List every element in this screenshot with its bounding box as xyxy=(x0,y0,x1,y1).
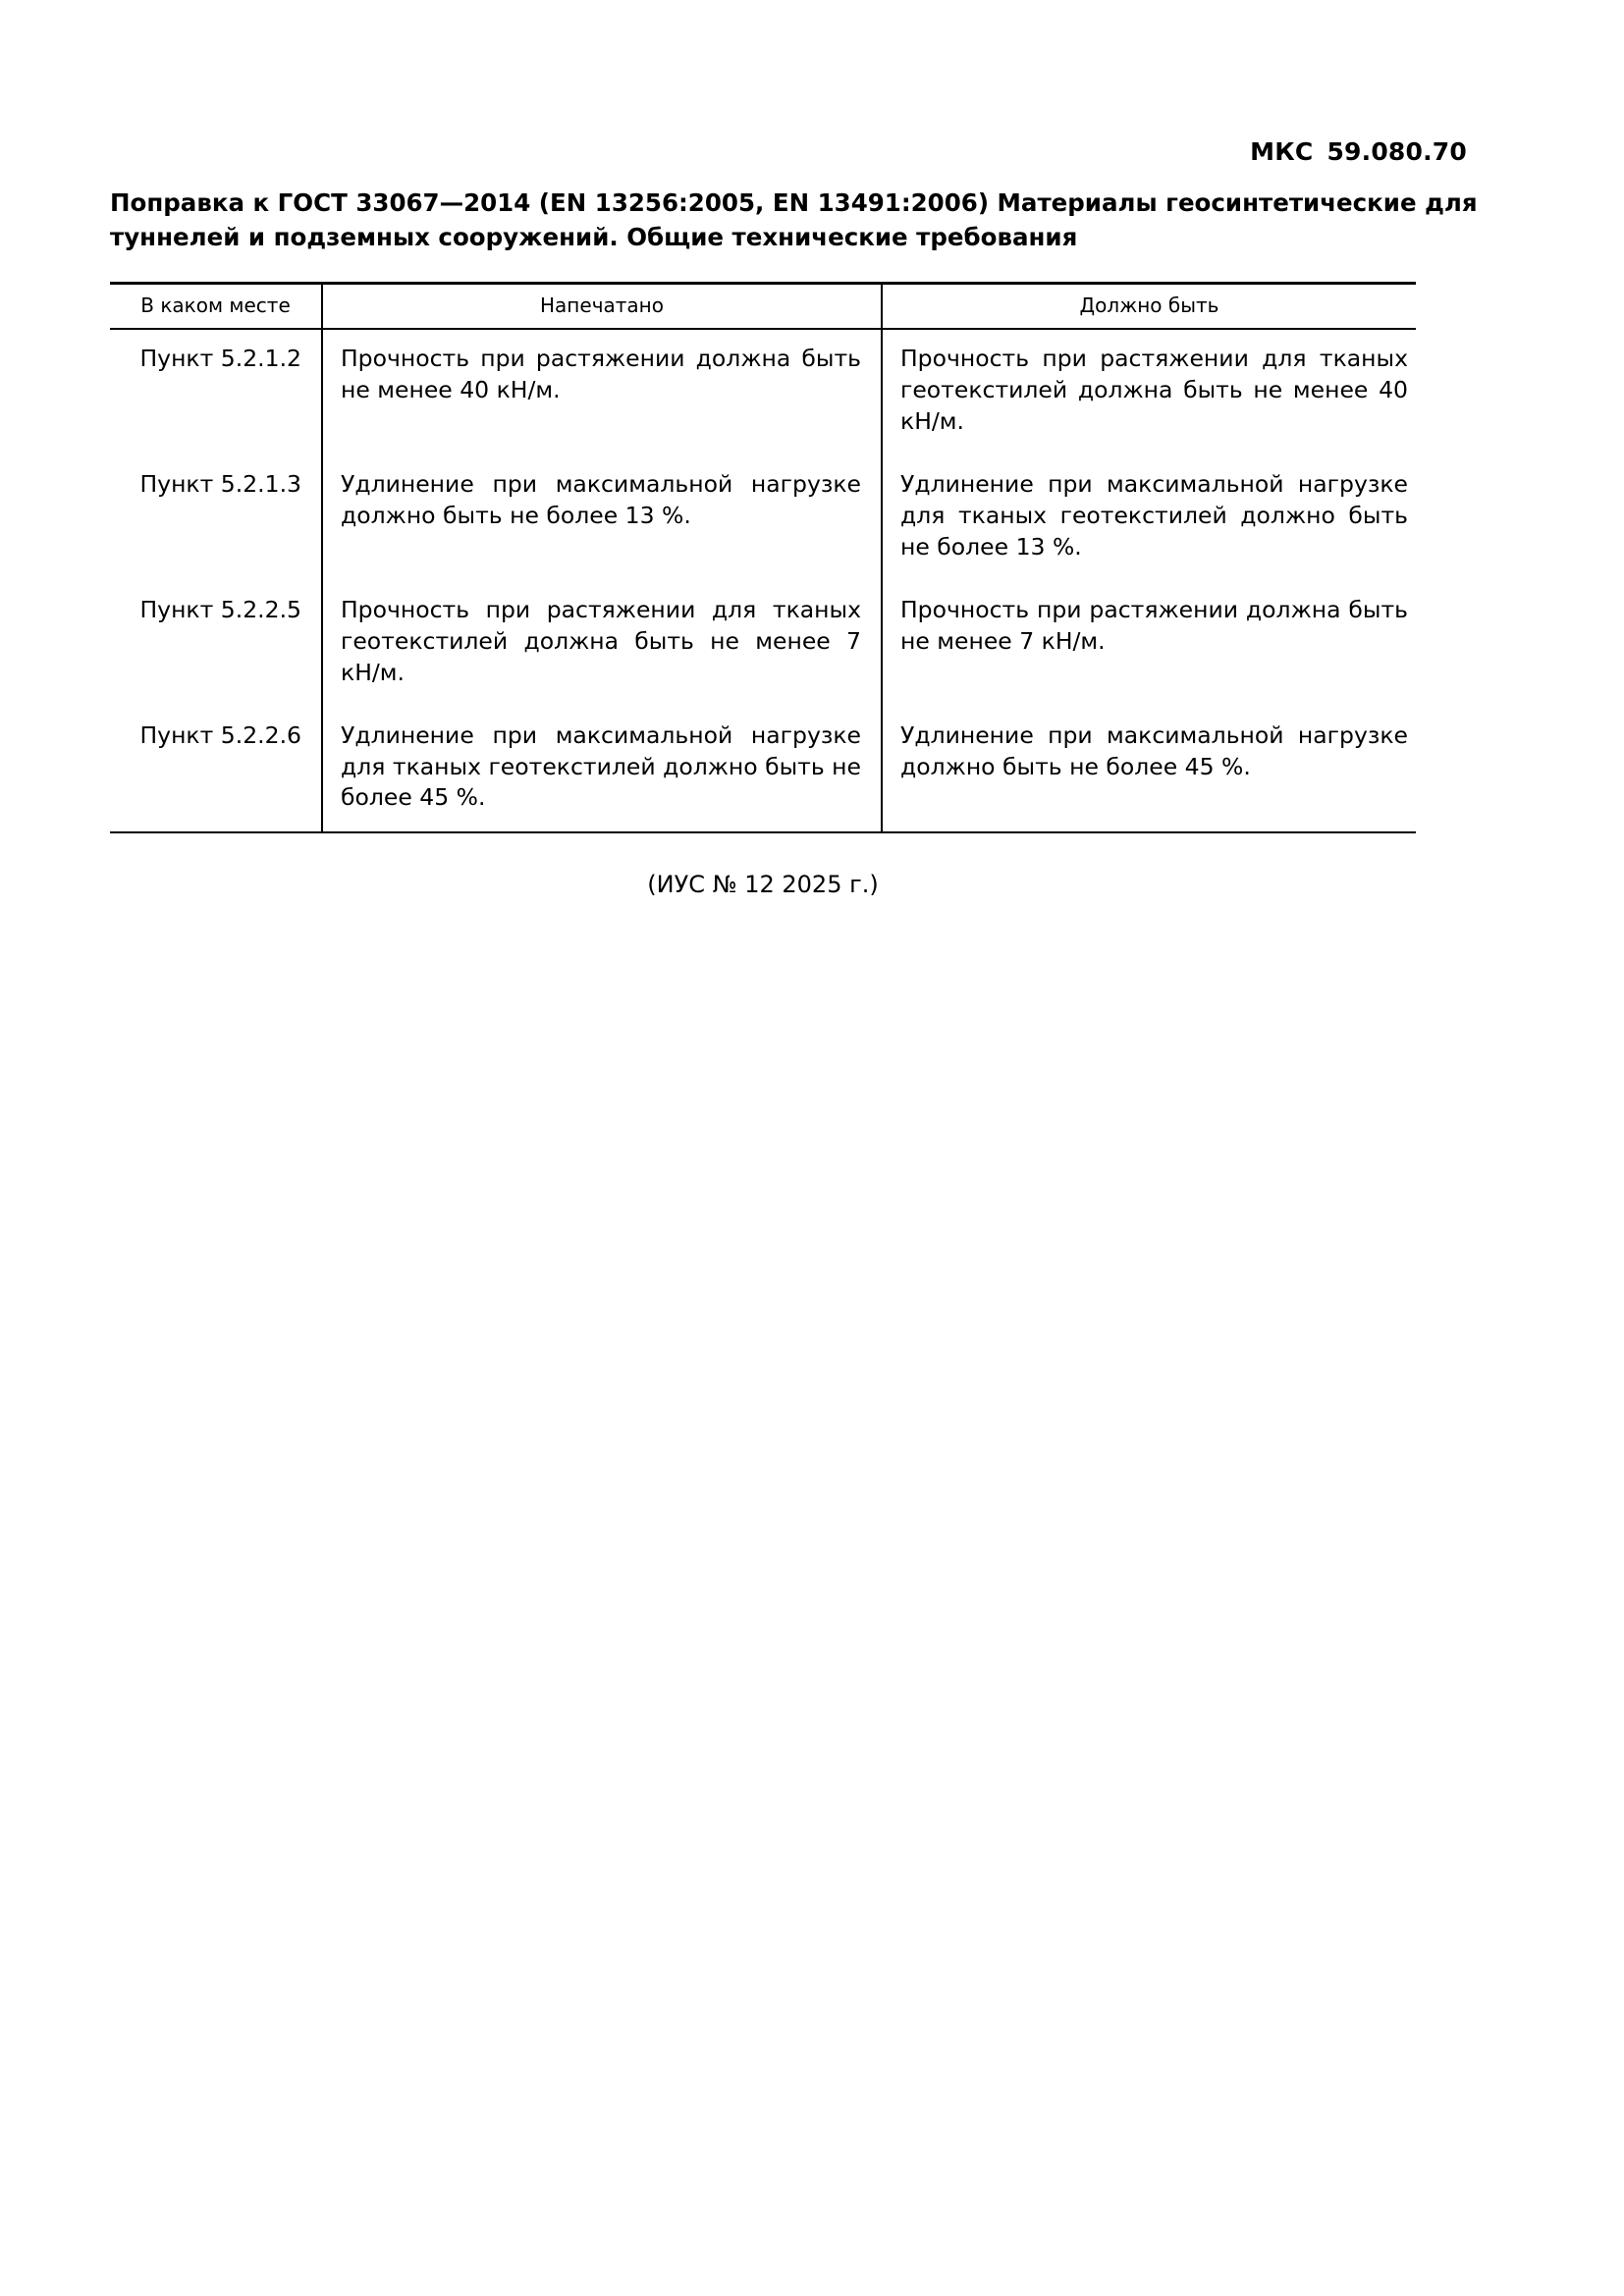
cell-where: Пункт 5.2.1.2 xyxy=(110,329,322,455)
table-row xyxy=(110,455,1416,581)
table-bottom-rule xyxy=(110,831,1416,833)
cell-printed: Удлинение при максимальной нагрузке должно быть не более 13 %. xyxy=(322,455,882,581)
column-header-printed: Напечатано xyxy=(322,284,882,330)
cell-printed: Прочность при растяжении должна быть не менее 40 кН/м. xyxy=(322,329,882,455)
cell-printed: Прочность при растяжении для тканых геотекстилей должна быть не менее 7 кН/м. xyxy=(322,581,882,707)
table-row xyxy=(110,707,1416,832)
cell-printed: Удлинение при максимальной нагрузке для тканых геотекстилей должно быть не более 45 %. xyxy=(322,707,882,832)
table-row xyxy=(110,329,1416,455)
column-header-should: Должно быть xyxy=(882,284,1416,330)
cell-should: Удлинение при максимальной нагрузке должно быть не более 45 %. xyxy=(900,721,1408,780)
page-title: Поправка к ГОСТ 33067—2014 (EN 13256:2005, EN 13491:2006) Материалы геосинтетические для туннелей и подземных сооружений. Общие технические требования xyxy=(110,188,1478,251)
mks-code: 59.080.70 xyxy=(1326,137,1467,166)
mks-label: МКС xyxy=(1250,137,1314,166)
cell-where: Пункт 5.2.2.6 xyxy=(110,707,322,832)
mks-header xyxy=(1250,137,1467,166)
cell-where: Пункт 5.2.1.3 xyxy=(110,455,322,581)
cell-should: Прочность при растяжении должна быть не менее 7 кН/м. xyxy=(900,595,1408,655)
table-row xyxy=(110,581,1416,707)
cell-should: Прочность при растяжении для тканых геотекстилей должна быть не менее 40 кН/м. xyxy=(900,345,1408,435)
issue-note: (ИУС № 12 2025 г.) xyxy=(647,871,879,898)
cell-should: Удлинение при максимальной нагрузке для тканых геотекстилей должно быть не более 13 %. xyxy=(900,469,1408,561)
corrections-table xyxy=(110,282,1416,831)
column-header-where: В каком месте xyxy=(110,284,322,330)
cell-where: Пункт 5.2.2.5 xyxy=(110,581,322,707)
table-header-row xyxy=(110,284,1416,330)
